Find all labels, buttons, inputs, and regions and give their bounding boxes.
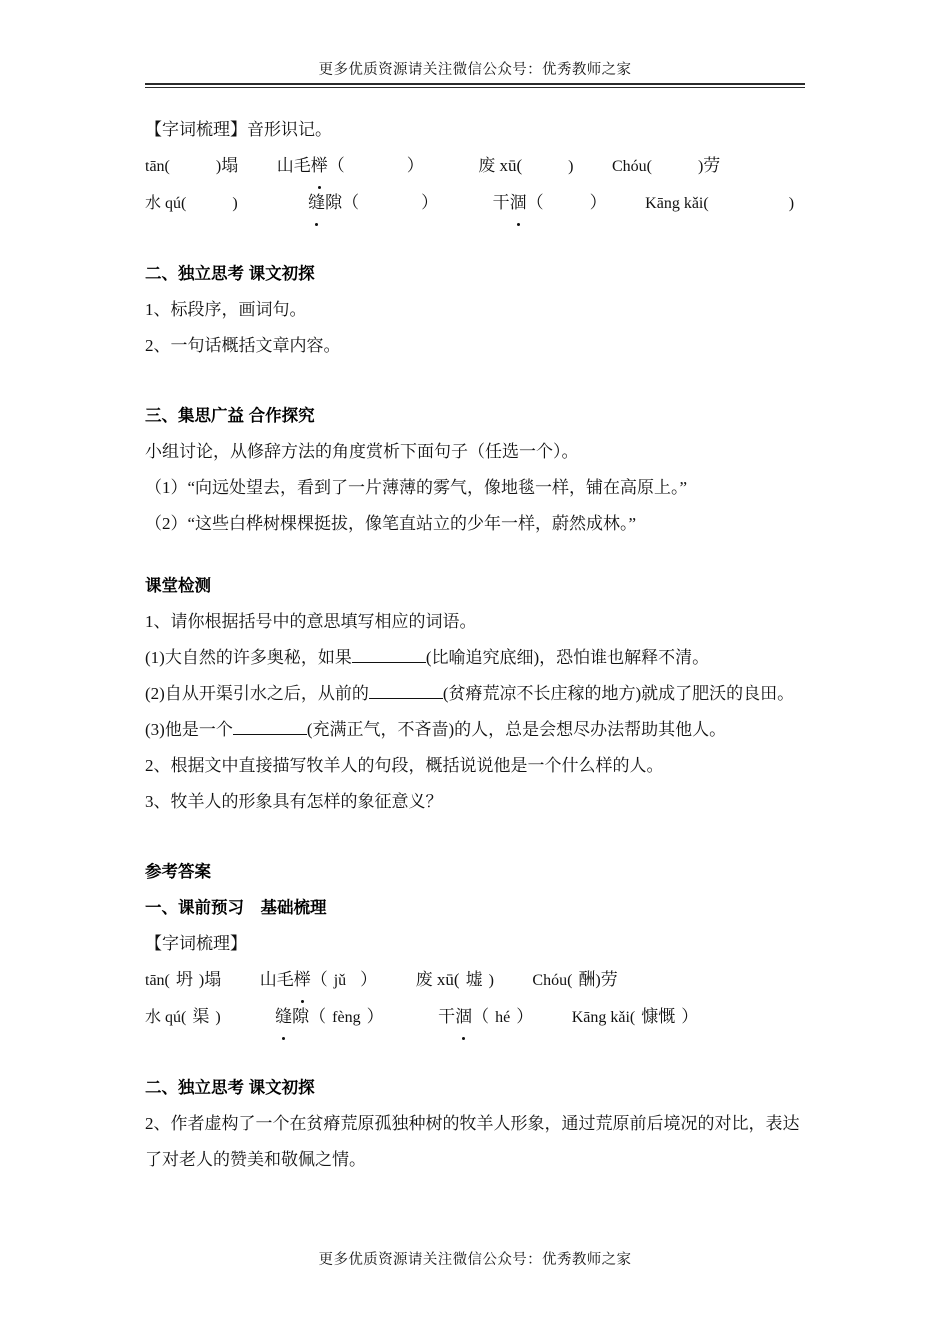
ans-r2-c3-prefix: 干 (438, 1007, 456, 1026)
ans-r2-c3-paren-close: ） (516, 1007, 534, 1026)
section-three-heading: 三、集思广益 合作探究 (145, 407, 315, 425)
quiz-question-3: 3、牧羊人的形象具有怎样的象征意义？ (145, 792, 443, 811)
ans-r1-c1-pinyin: tān( (145, 972, 170, 989)
section-three-intro: 小组讨论，从修辞方法的角度赏析下面句子（任选一个）。 (145, 442, 579, 461)
vocab-r1-c4-prefix: Chóu( (611, 158, 652, 175)
vocab-r1-c1-pinyin: tān( (145, 158, 170, 175)
quiz-item-2 (145, 676, 807, 712)
answers-vocab-row-1 (145, 962, 807, 999)
quiz-item-1-suffix: (比喻追究底细)，恐怕谁也解释不清。 (425, 648, 710, 667)
vocab-r2-c3-marked-char: 涸 (510, 185, 527, 221)
answers-section-one-heading: 一、课前预习 基础梳理 (145, 899, 327, 917)
ans-r2-c1-answer: 渠 (192, 1007, 210, 1026)
vocab-r1-c4-char: 劳 (703, 156, 721, 175)
quiz-question-2: 2、根据文中直接描写牧羊人的句段，概括说说他是一个什么样的人。 (145, 756, 664, 775)
vocab-r1-c1-paren-close: ) (215, 158, 222, 175)
vocab-r2-c2-char: 隙 (325, 193, 343, 212)
quiz-item-3 (145, 712, 807, 748)
page-header (145, 62, 805, 88)
ans-r2-c3-marked-char: 涸 (455, 999, 472, 1035)
vocab-section-title: 【字词梳理】音形识记。 (145, 120, 332, 139)
ans-r1-c2-paren-open: （ (310, 970, 328, 989)
section-three-item-1: （1）“向远处望去，看到了一片薄薄的雾气，像地毯一样，铺在高原上。” (145, 478, 688, 497)
ans-r1-c3-prefix: 废 xū( (415, 970, 460, 989)
vocab-r2-c1-paren-close: ) (232, 195, 238, 212)
ans-r1-c2-answer: jǔ (333, 972, 347, 989)
document-body (145, 112, 807, 1178)
vocab-r2-c3-paren-close: ） (589, 193, 607, 212)
header-watermark-text: 更多优质资源请关注微信公众号：优秀教师之家 (318, 62, 632, 78)
vocab-r2-c2-paren-open: （ (342, 193, 360, 212)
vocab-r1-c2-paren-open: （ (327, 156, 345, 175)
vocab-r2-c3-prefix: 干 (492, 193, 510, 212)
header-divider-rule (145, 83, 805, 88)
section-two-item-2: 2、一句话概括文章内容。 (145, 336, 341, 355)
ans-r1-c2-prefix: 山毛 (259, 970, 294, 989)
ans-r1-c4-char: 劳 (600, 970, 618, 989)
ans-r2-c4-prefix: Kāng kǎi( (571, 1009, 636, 1026)
answers-section-two-text: 2、作者虚构了一个在贫瘠荒原孤独种树的牧羊人形象，通过荒原前后境况的对比，表达了对老人的赞美和敬佩之情。 (145, 1114, 800, 1169)
answers-vocab-row-2 (145, 999, 807, 1036)
answers-heading: 参考答案 (145, 863, 211, 881)
quiz-item-2-suffix: (贫瘠荒凉不长庄稼的地方)就成了肥沃的良田。 (442, 684, 795, 703)
ans-r2-c4-answer: 慷慨 (641, 1007, 676, 1026)
quiz-heading: 课堂检测 (145, 577, 211, 595)
vocab-r1-c4-paren-close: ) (697, 158, 704, 175)
vocab-r2-c4-paren-close: ) (788, 195, 795, 212)
ans-r1-c3-answer: 墟 (465, 970, 483, 989)
quiz-item-1-blank[interactable] (352, 662, 426, 663)
ans-r2-c3-paren-open: （ (472, 1007, 490, 1026)
vocab-r1-c2-paren-close: ） (406, 156, 424, 175)
ans-r2-c2-paren-close: ） (366, 1007, 384, 1026)
ans-r1-c2-marked-char: 榉 (294, 962, 311, 998)
ans-r2-c2-marked-char: 缝 (275, 999, 292, 1035)
ans-r1-c4-prefix: Chóu( (532, 972, 573, 989)
quiz-item-3-prefix: (3)他是一个 (145, 720, 233, 739)
vocab-r2-c1-prefix: 水 qú( (145, 195, 187, 212)
page-footer: 更多优质资源请关注微信公众号：优秀教师之家 (318, 1252, 632, 1268)
ans-r2-c4-paren-close: ） (681, 1007, 699, 1026)
quiz-item-1-prefix: (1)大自然的许多奥秘，如果 (145, 648, 352, 667)
vocab-r2-c3-paren-open: （ (526, 193, 544, 212)
ans-r2-c2-paren-open: （ (309, 1007, 327, 1026)
ans-r1-c2-paren-close: ） (360, 970, 378, 989)
quiz-item-2-blank[interactable] (369, 698, 443, 699)
section-two-item-1: 1、标段序，画词句。 (145, 300, 307, 319)
ans-r1-c1-char: 塌 (204, 970, 222, 989)
ans-r1-c1-answer: 坍 (175, 970, 193, 989)
vocab-row-2 (145, 185, 807, 222)
quiz-item-3-suffix: (充满正气，不吝啬)的人，总是会想尽办法帮助其他人。 (306, 720, 727, 739)
vocab-row-1 (145, 148, 807, 185)
ans-r1-c4-answer: 酬 (578, 970, 596, 989)
section-two-heading: 二、独立思考 课文初探 (145, 265, 315, 283)
ans-r1-c1-paren-close: ) (198, 972, 205, 989)
ans-r2-c3-answer: hé (495, 1009, 511, 1026)
answers-vocab-title: 【字词梳理】 (145, 934, 247, 953)
ans-r2-c1-paren-close: ) (215, 1009, 221, 1026)
quiz-question-1: 1、请你根据括号中的意思填写相应的词语。 (145, 612, 477, 631)
ans-r2-c2-answer: fèng (332, 1009, 361, 1026)
ans-r1-c4-paren-close: ) (595, 972, 601, 989)
quiz-item-1 (145, 640, 807, 676)
vocab-r2-c4-prefix: Kāng kǎi( (645, 195, 709, 212)
vocab-r1-c2-prefix: 山毛 (276, 156, 311, 175)
vocab-r1-c3-prefix: 废 xū( (478, 156, 523, 175)
vocab-r1-c1-char: 塌 (221, 156, 239, 175)
section-three-item-2: （2）“这些白桦树棵棵挺拔，像笔直站立的少年一样，蔚然成林。” (145, 514, 637, 533)
vocab-r2-c2-marked-char: 缝 (308, 185, 325, 221)
quiz-item-3-blank[interactable] (233, 734, 307, 735)
vocab-r1-c2-marked-char: 榉 (311, 148, 328, 184)
vocab-r1-c3-paren-close: ) (568, 158, 574, 175)
ans-r2-c1-prefix: 水 qú( (145, 1009, 187, 1026)
answers-section-two-heading: 二、独立思考 课文初探 (145, 1079, 315, 1097)
ans-r1-c3-paren-close: ) (488, 972, 494, 989)
ans-r2-c2-char: 隙 (292, 1007, 310, 1026)
vocab-r2-c2-paren-close: ） (421, 193, 439, 212)
quiz-item-2-prefix: (2)自从开渠引水之后，从前的 (145, 684, 369, 703)
